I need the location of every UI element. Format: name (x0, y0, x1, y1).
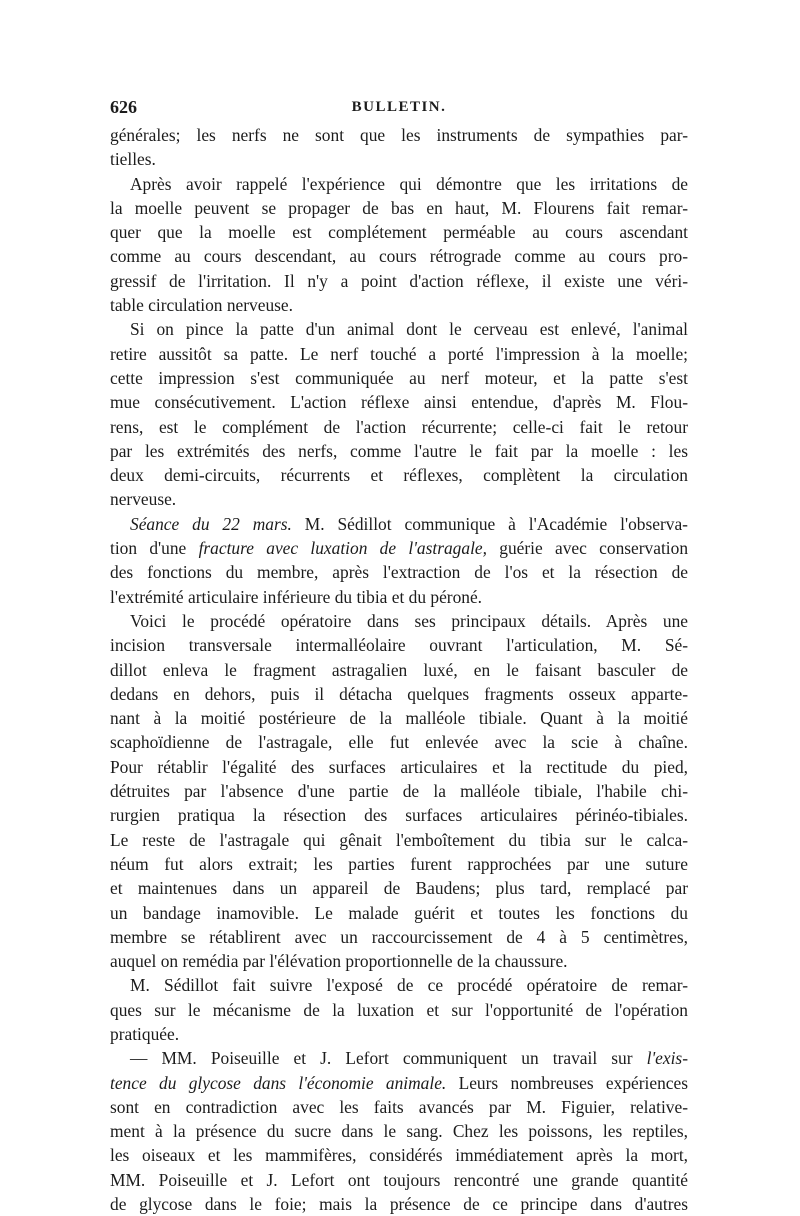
text-line: rurgien pratiqua la résection des surfaces articulaires périnéo-tibiales. (110, 805, 688, 826)
text-line: deux demi-circuits, récurrents et réflexes, complètent la circulation (110, 465, 688, 486)
running-title: BULLETIN. (351, 99, 447, 115)
text-line: l'extrémité articulaire inférieure du tibia et du péroné. (110, 586, 483, 607)
text-run: tion d'une (110, 538, 199, 559)
text-line: Après avoir rappelé l'expérience qui démontre que les irritations de (130, 173, 688, 194)
text-line: Voici le procédé opératoire dans ses principaux détails. Après une (130, 610, 688, 631)
text-line: par les extrémités des nerfs, comme l'autre le fait par la moelle : les (110, 440, 688, 461)
text-line: table circulation nerveuse. (110, 295, 294, 316)
text-line: générales; les nerfs ne sont que les instruments de sympathies par- (110, 125, 688, 145)
paragraph-p4 (110, 512, 688, 609)
text-line: la moelle peuvent se propager de bas en haut, M. Flourens fait remar- (110, 197, 688, 218)
text-line: Pour rétablir l'égalité des surfaces articulaires et la rectitude du pied, (110, 756, 688, 777)
text-line (110, 512, 688, 536)
text-line: néum fut alors extrait; les parties furent rapprochées par une suture (110, 853, 688, 874)
text-line: rens, est le complément de l'action récurrente; celle-ci fait le retour (110, 416, 688, 437)
paragraph-p6 (110, 973, 688, 1046)
text-line: gressif de l'irritation. Il n'y a point d'action réflexe, il existe une véri- (110, 270, 688, 291)
text-line: et maintenues dans un appareil de Baudens; plus tard, remplacé par (110, 878, 688, 899)
page-header (110, 95, 688, 123)
body-text (110, 123, 688, 1216)
text-run: Leurs nombreuses expériences (446, 1072, 688, 1093)
text-line (110, 536, 688, 560)
text-line: sont en contradiction avec les faits avancés par M. Figuier, relative- (110, 1096, 688, 1117)
italic-run: Séance du 22 mars. (130, 513, 292, 534)
text-line: Le reste de l'astragale qui gênait l'emboîtement du tibia sur le calca- (110, 829, 688, 850)
italic-run: tence du glycose dans l'économie animale. (110, 1072, 447, 1093)
page-number: 626 (110, 97, 137, 117)
paragraph-p3 (110, 317, 688, 511)
paragraph-p5 (110, 609, 688, 973)
text-line: Si on pince la patte d'un animal dont le cerveau est enlevé, l'animal (130, 319, 688, 340)
text-line: ment à la présence du sucre dans le sang. Chez les poissons, les reptiles, (110, 1121, 688, 1142)
text-line: pratiquée. (110, 1023, 180, 1044)
italic-run: fracture avec luxation de l'astragale, (198, 538, 487, 559)
text-line: nerveuse. (110, 489, 177, 510)
text-run: — MM. Poiseuille et J. Lefort communiquent un travail sur (130, 1048, 647, 1069)
text-line (110, 1046, 688, 1070)
text-line: mue consécutivement. L'action réflexe ainsi entendue, d'après M. Flou- (110, 392, 688, 413)
page (110, 95, 688, 1216)
text-line: quer que la moelle est complétement perméable au cours ascendant (110, 222, 688, 243)
text-line: dillot enleva le fragment astragalien luxé, en le faisant basculer de (110, 659, 688, 680)
text-line: auquel on remédia par l'élévation proportionnelle de la chaussure. (110, 951, 568, 972)
text-line: MM. Poiseuille et J. Lefort ont toujours rencontré une grande quantité (110, 1169, 688, 1190)
text-run: guérie avec conservation (486, 538, 689, 559)
text-line: tielles. (110, 149, 156, 170)
text-line: incision transversale intermalléolaire ouvrant l'articulation, M. Sé- (110, 635, 688, 656)
italic-run: l'exis- (646, 1048, 688, 1069)
paragraph-p2 (110, 172, 688, 318)
text-line: nant à la moitié postérieure de la malléole tibiale. Quant à la moitié (110, 708, 688, 729)
text-line: un bandage inamovible. Le malade guérit et toutes les fonctions du (110, 902, 688, 923)
text-line: M. Sédillot fait suivre l'exposé de ce procédé opératoire de remar- (130, 975, 688, 996)
text-line (110, 1071, 688, 1095)
text-line: retire aussitôt sa patte. Le nerf touché a porté l'impression à la moelle; (110, 343, 688, 364)
text-line: ques sur le mécanisme de la luxation et sur l'opportunité de l'opération (110, 999, 688, 1020)
text-line: comme au cours descendant, au cours rétrograde comme au cours pro- (110, 246, 688, 267)
text-line: scaphoïdienne de l'astragale, elle fut enlevée avec la scie à chaîne. (110, 732, 688, 753)
text-line: les oiseaux et les mammifères, considérés immédiatement après la mort, (110, 1145, 688, 1166)
text-line: cette impression s'est communiquée au nerf moteur, et la patte s'est (110, 367, 688, 388)
text-line: détruites par l'absence d'une partie de la malléole tibiale, l'habile chi- (110, 781, 688, 802)
text-line: dedans en dehors, puis il détacha quelques fragments osseux apparte- (110, 683, 688, 704)
text-run: M. Sédillot communique à l'Académie l'observa- (291, 513, 688, 534)
text-line: des fonctions du membre, après l'extraction de l'os et la résection de (110, 562, 688, 583)
paragraph-p7 (110, 1046, 688, 1216)
text-line: de glycose dans le foie; mais la présence de ce principe dans d'autres (110, 1194, 688, 1215)
text-line: membre se rétablirent avec un raccourcissement de 4 à 5 centimètres, (110, 926, 688, 947)
paragraph-p1 (110, 123, 688, 172)
